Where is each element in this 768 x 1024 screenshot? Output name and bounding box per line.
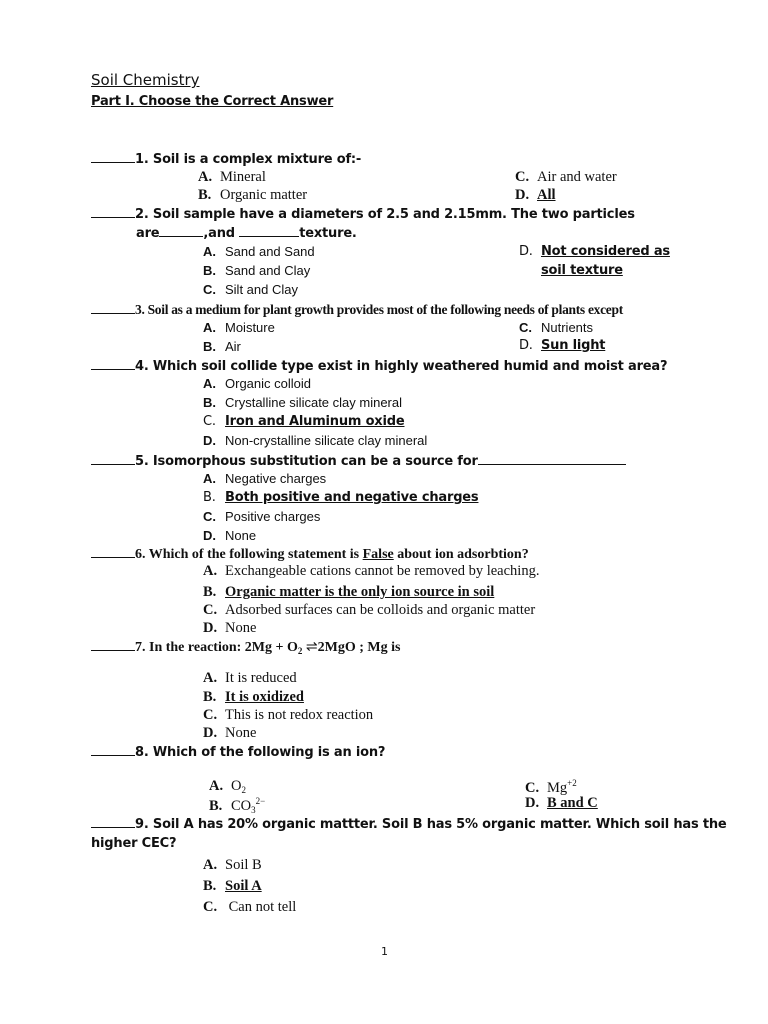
q6-option-a: A. Exchangeable cations cannot be removed by leaching.: [203, 563, 540, 579]
answer-blank: [91, 546, 135, 558]
answer-blank: [91, 744, 135, 756]
q3-option-d: D. Sun light: [519, 338, 606, 353]
q7-option-c: C. This is not redox reaction: [203, 707, 374, 723]
q5-option-c: C. Positive charges: [203, 509, 321, 524]
q4-option-b: B. Crystalline silicate clay mineral: [203, 395, 402, 410]
q2-option-d-cont: soil texture: [541, 263, 623, 278]
answer-blank: [91, 302, 135, 314]
q4-option-d: D. Non-crystalline silicate clay mineral: [203, 433, 428, 448]
q9-option-c: C. Can not tell: [203, 899, 297, 915]
q7-option-d: D. None: [203, 725, 257, 741]
question-4: 4. Which soil collide type exist in highly weathered humid and moist area?: [91, 358, 667, 373]
q3-option-b: B. Air: [203, 339, 241, 354]
answer-blank: [91, 151, 135, 163]
q1-option-b: B. Organic matter: [198, 187, 308, 203]
answer-blank: [91, 206, 135, 218]
q1-option-d: D. All: [515, 187, 556, 203]
answer-blank: [159, 225, 203, 237]
q3-option-a: A. Moisture: [203, 320, 275, 335]
q8-option-c: C. $Mg^{+2}$: [525, 778, 577, 796]
answer-blank: [91, 639, 135, 651]
q9-option-b: B. Soil A: [203, 878, 262, 894]
q8-option-d: D. B and C: [525, 795, 598, 811]
q5-option-b: B. Both positive and negative charges: [203, 490, 479, 505]
q1-option-a: A. Mineral: [198, 169, 266, 185]
equilibrium-arrow-icon: ⇌: [305, 640, 318, 655]
q7-option-a: A. It is reduced: [203, 670, 297, 686]
q5-option-a: A. Negative charges: [203, 471, 327, 486]
page-number: 1: [381, 945, 388, 958]
question-3: 3. Soil as a medium for plant growth provides most of the following needs of plants except: [91, 302, 623, 317]
answer-blank: [239, 225, 299, 237]
answer-blank: [91, 358, 135, 370]
question-8: 8. Which of the following is an ion?: [91, 744, 385, 759]
question-1: 1. Soil is a complex mixture of:-: [91, 151, 361, 166]
question-9-line2: higher CEC?: [91, 836, 177, 851]
q6-option-b: B. Organic matter is the only ion source in soil: [203, 584, 495, 600]
part-heading: Part I. Choose the Correct Answer: [91, 94, 334, 109]
answer-blank: [91, 816, 135, 828]
q2-option-c: C. Silt and Clay: [203, 282, 298, 297]
question-9-line1: 9. Soil A has 20% organic mattter. Soil B has 5% organic matter. Which soil has the: [91, 816, 676, 831]
q6-option-d: D. None: [203, 620, 257, 636]
q1-option-c: C. Air and water: [515, 169, 617, 185]
answer-blank: [478, 453, 626, 465]
q2-option-d: D. Not considered as: [519, 244, 670, 259]
question-5: 5. Isomorphous substitution can be a source for: [91, 453, 626, 468]
answer-blank: [91, 453, 135, 465]
q4-option-c: C. Iron and Aluminum oxide: [203, 414, 405, 429]
q8-option-a: A. $O_2$: [209, 778, 246, 795]
q2-option-a: A. Sand and Sand: [203, 244, 315, 259]
question-7: 7. In the reaction: $2Mg + O_2$ ⇌2MgO ; Mg is: [91, 639, 400, 656]
q2-option-b: B. Sand and Clay: [203, 263, 311, 278]
q6-option-c: C. Adsorbed surfaces can be colloids and organic matter: [203, 602, 536, 618]
q3-option-c: C. Nutrients: [519, 320, 594, 335]
q9-option-a: A. Soil B: [203, 857, 262, 873]
question-6: 6. Which of the following statement is False about ion adsorbtion?: [91, 546, 529, 562]
question-2-line1: 2. Soil sample have a diameters of 2.5 and 2.15mm. The two particles: [91, 206, 635, 221]
question-2-line2: are ,and texture.: [136, 226, 357, 241]
doc-title: Soil Chemistry: [91, 71, 200, 89]
q7-option-b: B. It is oxidized: [203, 689, 304, 705]
q8-option-b: B. $CO_3^{2-}$: [209, 796, 266, 815]
q4-option-a: A. Organic colloid: [203, 376, 311, 391]
q5-option-d: D. None: [203, 528, 257, 543]
